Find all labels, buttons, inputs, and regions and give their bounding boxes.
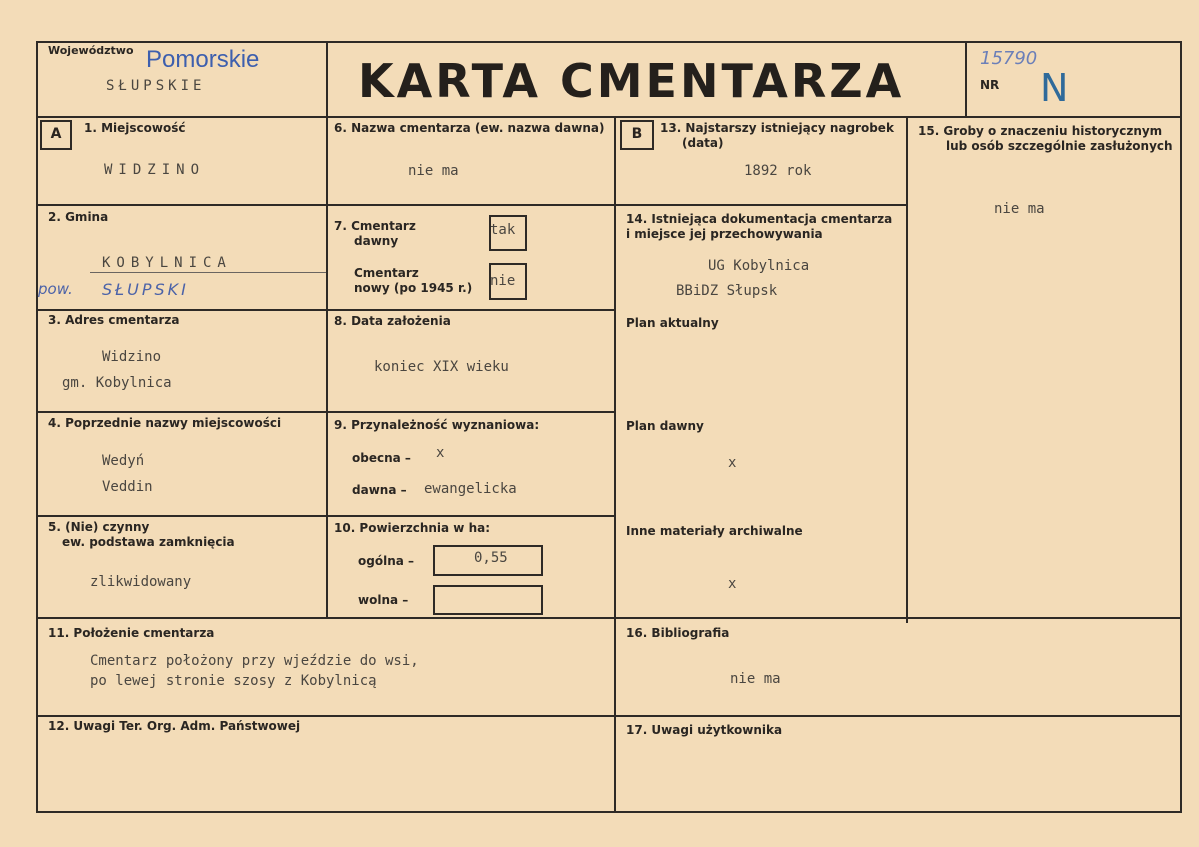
f16-value: nie ma <box>730 671 781 687</box>
f11-line1: Cmentarz położony przy wjeździe do wsi, <box>90 653 419 669</box>
f4-line2: Veddin <box>102 479 153 495</box>
header-div-2 <box>965 41 967 118</box>
col-div-2 <box>614 116 616 813</box>
frame-bottom <box>36 811 1182 813</box>
header-div-1 <box>326 41 328 118</box>
f3-line2: gm. Kobylnica <box>62 375 172 391</box>
frame-left <box>36 41 38 813</box>
col-div-3 <box>906 116 908 623</box>
f14-line1: UG Kobylnica <box>708 258 810 274</box>
f10-wolna-label: wolna – <box>358 593 409 607</box>
f6-label: 6. Nazwa cmentarza (ew. nazwa dawna) <box>334 121 605 135</box>
f14-label-1: 14. Istniejąca dokumentacja cmentarza <box>626 212 893 226</box>
b-row-div-1 <box>614 204 908 206</box>
row-div-2 <box>36 309 616 311</box>
f9-obecna-label: obecna – <box>352 451 411 465</box>
gmina-underline <box>90 272 326 273</box>
f9-obecna-value: x <box>436 445 445 461</box>
row-div-1 <box>36 204 616 206</box>
f5-label-2: ew. podstawa zamknięcia <box>62 535 235 549</box>
f1-value: WIDZINO <box>104 162 206 178</box>
f9-label: 9. Przynależność wyznaniowa: <box>334 418 540 432</box>
f11-line2: po lewej stronie szosy z Kobylnicą <box>90 673 377 689</box>
f16-label: 16. Bibliografia <box>626 626 730 640</box>
f2-value: KOBYLNICA <box>102 255 232 271</box>
f3-line1: Widzino <box>102 349 162 365</box>
row-div-6 <box>36 715 1182 717</box>
f7-nowy-l2: nowy (po 1945 r.) <box>354 281 473 295</box>
f15-label-1: 15. Groby o znaczeniu historycznym <box>918 124 1163 138</box>
wojewodztwo-stamp: Pomorskie <box>146 46 260 73</box>
f2-pow-label: pow. <box>38 280 73 298</box>
f8-value: koniec XIX wieku <box>374 359 509 375</box>
f11-label: 11. Położenie cmentarza <box>48 626 215 640</box>
card-title: KARTA CMENTARZA <box>358 54 905 108</box>
f8-label: 8. Data założenia <box>334 314 451 328</box>
f2-label: 2. Gmina <box>48 210 109 224</box>
f7-nowy-value: nie <box>490 273 516 289</box>
f1-label: 1. Miejscowość <box>84 121 186 135</box>
f7-dawny-l1: 7. Cmentarz <box>334 219 416 233</box>
f5-label-1: 5. (Nie) czynny <box>48 520 150 534</box>
f15-value: nie ma <box>994 201 1045 217</box>
f10-label: 10. Powierzchnia w ha: <box>334 521 491 535</box>
inne-label: Inne materiały archiwalne <box>626 524 803 538</box>
f14-label-2: i miejsce jej przechowywania <box>626 227 823 241</box>
header-bottom <box>36 116 1182 118</box>
section-a-marker: A <box>40 120 72 150</box>
wojewodztwo-typed: SŁUPSKIE <box>106 78 206 94</box>
f13-value: 1892 rok <box>744 163 812 179</box>
f4-label: 4. Poprzednie nazwy miejscowości <box>48 416 282 430</box>
f10-ogolna-label: ogólna – <box>358 554 415 568</box>
f6-value: nie ma <box>408 163 459 179</box>
frame-top <box>36 41 1182 43</box>
f15-label-2: lub osób szczególnie zasłużonych <box>946 139 1173 153</box>
frame-right <box>1180 41 1182 813</box>
f2-pow-value: SŁUPSKI <box>102 280 189 299</box>
f10-wolna-box <box>433 585 543 615</box>
f9-dawna-value: ewangelicka <box>424 481 517 497</box>
f3-label: 3. Adres cmentarza <box>48 313 180 327</box>
f7-dawny-l2: dawny <box>354 234 399 248</box>
nr-label: NR <box>980 78 1000 92</box>
f12-label: 12. Uwagi Ter. Org. Adm. Państwowej <box>48 719 301 733</box>
row-div-3 <box>36 411 616 413</box>
f5-value: zlikwidowany <box>90 574 192 590</box>
plan-dawny-label: Plan dawny <box>626 419 704 433</box>
row-div-4 <box>36 515 616 517</box>
nr-handwritten: 15790 <box>980 48 1038 69</box>
f4-line1: Wedyń <box>102 453 145 469</box>
f13-label-2: (data) <box>682 136 724 150</box>
plan-dawny-value: x <box>728 455 737 471</box>
section-b-marker: B <box>620 120 654 150</box>
plan-aktualny-label: Plan aktualny <box>626 316 719 330</box>
row-div-5 <box>36 617 1182 619</box>
f10-ogolna-value: 0,55 <box>474 550 508 566</box>
nr-letter: N <box>1040 66 1069 110</box>
col-div-1 <box>326 116 328 619</box>
f13-label-1: 13. Najstarszy istniejący nagrobek <box>660 121 894 135</box>
f7-dawny-value: tak <box>490 222 516 238</box>
wojewodztwo-label: Województwo <box>48 44 134 57</box>
f7-nowy-l1: Cmentarz <box>354 266 419 280</box>
f9-dawna-label: dawna – <box>352 483 407 497</box>
f17-label: 17. Uwagi użytkownika <box>626 723 783 737</box>
f14-line2: BBiDZ Słupsk <box>676 283 778 299</box>
inne-value: x <box>728 576 737 592</box>
